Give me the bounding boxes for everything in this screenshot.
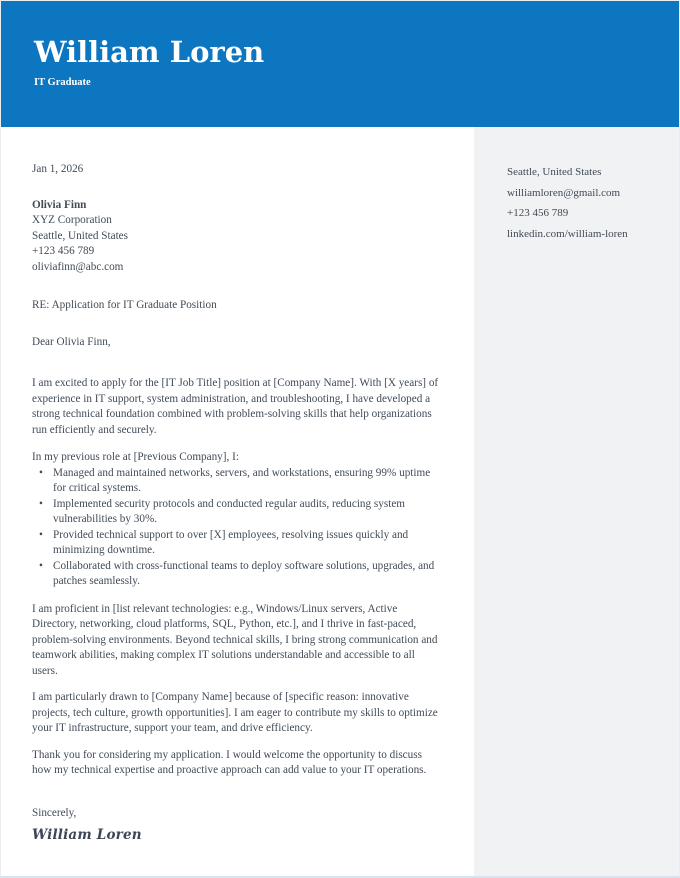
recipient-phone: +123 456 789 <box>32 245 95 257</box>
recipient-block <box>32 198 442 276</box>
achievements-list <box>32 466 442 590</box>
body-paragraph-thanks: Thank you for considering my application. I would welcome the opportunity to discuss how my technical expertise and proactive approach can add value to your IT operations. <box>32 748 427 776</box>
list-intro: In my previous role at [Previous Company], I: <box>32 451 239 463</box>
letter-date: Jan 1, 2026 <box>32 163 84 175</box>
candidate-name: William Loren <box>34 35 265 69</box>
contact-linkedin: linkedin.com/william-loren <box>507 227 628 240</box>
signoff: Sincerely, <box>32 806 77 819</box>
contact-location: Seattle, United States <box>507 166 602 178</box>
achievements-section <box>32 450 442 590</box>
body-paragraph-skills: I am proficient in [list relevant technologies: e.g., Windows/Linux servers, Active Directory, networking, cloud platforms, SQL, Python, etc.], and I thrive in fast-paced, problem-solving environments. Beyond technical skills, I bring strong communication and teamwork abilities, making complex IT solutions understandable and accessible to all users. <box>32 602 438 677</box>
recipient-location: Seattle, United States <box>32 229 129 242</box>
bullet-item: • Implemented security protocols and conducted regular audits, reducing system vulnerabilities by 30%. <box>32 497 442 528</box>
recipient-email: oliviafinn@abc.com <box>32 260 124 273</box>
contact-email: williamloren@gmail.com <box>507 186 621 199</box>
recipient-company: XYZ Corporation <box>32 214 112 226</box>
contact-phone: +123 456 789 <box>507 207 569 219</box>
letter-body <box>1 127 679 877</box>
subject-line: RE: Application for IT Graduate Position <box>32 299 217 311</box>
letter-header <box>1 1 679 127</box>
bullet-item: • Managed and maintained networks, servers, and workstations, ensuring 99% uptime for critical systems. <box>32 466 442 497</box>
body-paragraph-motivation: I am particularly drawn to [Company Name] because of [specific reason: innovative projects, tech culture, growth opportunities]. I am eager to contribute my skills to optimize your IT infrastructure, support your team, and drive efficiency. <box>32 691 438 734</box>
signature: William Loren <box>32 827 142 843</box>
candidate-title: IT Graduate <box>34 77 91 88</box>
bullet-item: • Collaborated with cross-functional teams to deploy software solutions, upgrades, and patches seamlessly. <box>32 559 442 590</box>
recipient-name: Olivia Finn <box>32 198 87 211</box>
bullet-item: • Provided technical support to over [X] employees, resolving issues quickly and minimizing downtime. <box>32 528 442 559</box>
contact-sidebar <box>474 127 679 877</box>
body-paragraph-intro: I am excited to apply for the [IT Job Title] position at [Company Name]. With [X years] of experience in IT support, system administration, and troubleshooting, I have developed a strong technical foundation combined with problem-solving skills that help organizations run efficiently and securely. <box>32 377 439 436</box>
salutation: Dear Olivia Finn, <box>32 335 111 348</box>
letter-column <box>1 127 474 877</box>
